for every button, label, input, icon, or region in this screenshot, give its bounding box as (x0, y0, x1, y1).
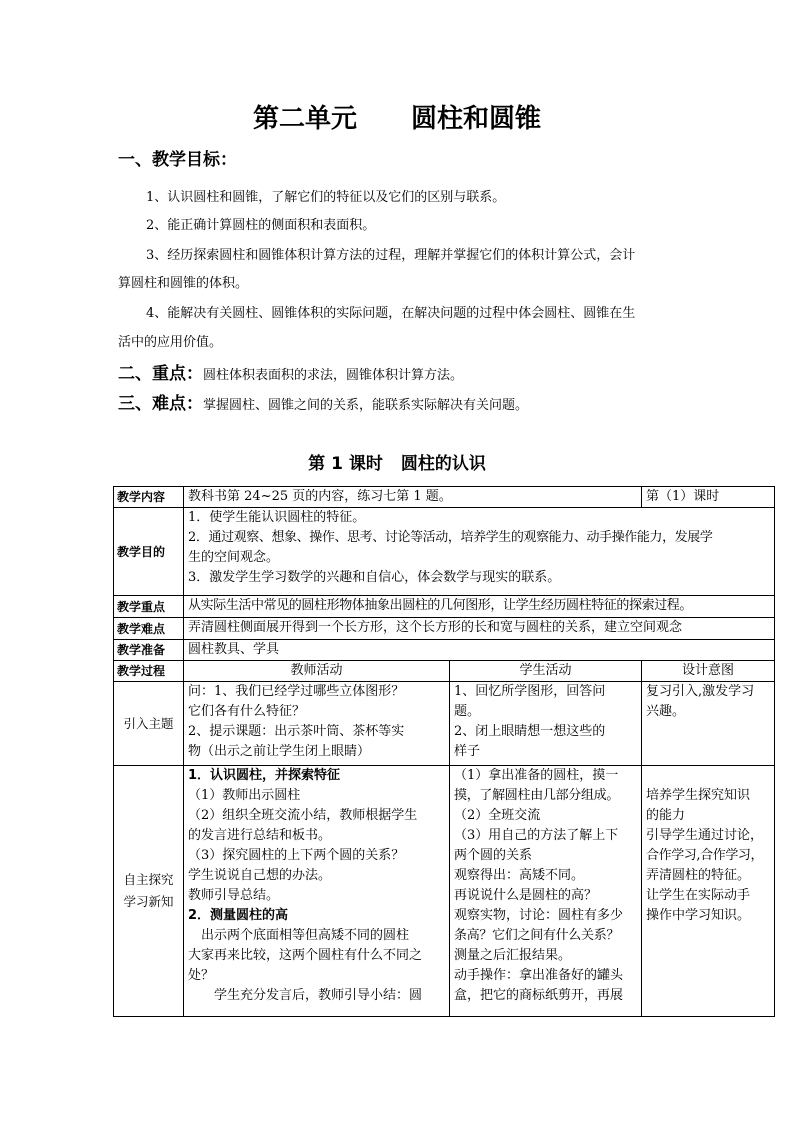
teacher-line: 2、提示课题：出示茶叶筒、茶杯等实 (188, 724, 405, 739)
lesson-plan-table (113, 486, 775, 1017)
student-line: 两个圆的关系 (454, 848, 533, 863)
process-header-row (114, 661, 775, 682)
goal-line: 3．激发学生学习数学的兴趣和自信心，体会数学与现实的联系。 (188, 570, 561, 585)
student-line: （1）拿出准备的圆柱，摸一 (454, 768, 619, 783)
student-line: 1、回忆所学图形，回答问 (454, 684, 606, 699)
diff-label: 教学难点 (114, 618, 184, 640)
prep-label: 教学准备 (114, 640, 184, 661)
content-text: 教科书第 24~25 页的内容，练习七第 1 题。 (184, 487, 642, 508)
goal-line: 1．使学生能认识圆柱的特征。 (188, 510, 366, 525)
teacher-line: 学生说说自己想的办法。 (188, 868, 332, 883)
explore-row (114, 766, 775, 1017)
intro-row (114, 682, 775, 766)
student-line: 测量之后汇报结果。 (454, 948, 572, 963)
teacher-line: （3）探究圆柱的上下两个圆的关系？ (188, 848, 405, 863)
intro-design (642, 682, 775, 766)
key-point (118, 362, 463, 388)
student-line: （2）全班交流 (454, 808, 541, 823)
lesson-title-part2: 圆柱的认识 (400, 454, 486, 474)
goal-cell (184, 508, 775, 596)
student-line: （3）用自己的方法了解上下 (454, 828, 619, 843)
teacher-line: 学生充分发言后，教师引导小结：圆 (188, 988, 423, 1003)
explore-label-line1: 自主探究 (123, 872, 174, 887)
unit-title (0, 100, 794, 138)
objectives-heading: 一、教学目标： (118, 150, 237, 170)
teacher-line: 2．测量圆柱的高 (188, 908, 289, 923)
teacher-line: 1．认识圆柱，并探索特征 (188, 768, 341, 783)
objective-3-cont: 算圆柱和圆锥的体积。 (118, 276, 249, 291)
teacher-line: 问：1、我们已经学过哪些立体图形？ (188, 684, 405, 699)
col-design: 设计意图 (642, 661, 775, 682)
design-line: 让学生在实际动手 (646, 888, 751, 903)
intro-student (450, 682, 642, 766)
teacher-line: 教师引导总结。 (188, 888, 280, 903)
prep-text: 圆柱教具、学具 (184, 640, 775, 661)
period-text: 第（1）课时 (642, 487, 775, 508)
teacher-line: 大家再来比较，这两个圆柱有什么不同之 (188, 948, 423, 963)
prep-row (114, 640, 775, 661)
teacher-line: 的发言进行总结和板书。 (188, 828, 332, 843)
student-line: 观察得出：高矮不同。 (454, 868, 585, 883)
goal-label: 教学目的 (114, 508, 184, 596)
diff-row (114, 618, 775, 640)
key-text: 从实际生活中常见的圆柱形物体抽象出圆柱的几何图形，让学生经历圆柱特征的探索过程。 (184, 596, 775, 618)
teacher-line: 出示两个底面相等但高矮不同的圆柱 (188, 928, 410, 943)
goal-line: 生的空间观念。 (188, 550, 280, 565)
unit-title-part1: 第二单元 (252, 104, 357, 134)
key-row (114, 596, 775, 618)
key-label: 教学重点 (114, 596, 184, 618)
design-line: 的能力 (646, 808, 686, 823)
objective-4-cont: 活中的应用价值。 (118, 335, 223, 350)
key-point-text: 圆柱体积表面积的求法，圆锥体积计算方法。 (203, 368, 464, 383)
goal-row (114, 508, 775, 596)
design-line: 培养学生探究知识 (646, 788, 751, 803)
intro-teacher (184, 682, 450, 766)
design-line: 弄清圆柱的特征。 (646, 868, 751, 883)
student-line: 动手操作：拿出准备好的罐头 (454, 968, 624, 983)
student-line: 再说说什么是圆柱的高？ (454, 888, 598, 903)
intro-label: 引入主题 (114, 682, 184, 766)
explore-label (114, 766, 184, 1017)
design-line: 兴趣。 (646, 704, 686, 719)
explore-student (450, 766, 642, 1017)
explore-label-line2: 学习新知 (123, 894, 174, 909)
col-teacher: 教师活动 (184, 661, 450, 682)
lesson-title-part1: 第 1 课时 (308, 454, 383, 474)
explore-teacher (184, 766, 450, 1017)
design-line: 复习引入,激发学习 (646, 684, 755, 699)
student-line: 2、闭上眼睛想一想这些的 (454, 724, 606, 739)
difficulty-heading: 三、难点： (118, 394, 203, 414)
objective-2: 2、能正确计算圆柱的侧面积和表面积。 (146, 218, 376, 233)
teacher-line: （1）教师出示圆柱 (188, 788, 301, 803)
design-line (646, 766, 770, 786)
content-label: 教学内容 (114, 487, 184, 508)
design-line: 合作学习,合作学习， (646, 848, 764, 863)
goal-line: 2．通过观察、想象、操作、思考、讨论等活动，培养学生的观察能力、动手操作能力，发展学 (188, 530, 713, 545)
teacher-line: 物（出示之前让学生闭上眼睛） (188, 744, 371, 759)
teacher-line: （2）组织全班交流小结，教师根据学生 (188, 808, 418, 823)
objective-3: 3、经历探索圆柱和圆锥体积计算方法的过程，理解并掌握它们的体积计算公式，会计 (146, 248, 636, 263)
diff-text: 弄清圆柱侧面展开得到一个长方形，这个长方形的长和宽与圆柱的关系，建立空间观念 (184, 618, 775, 640)
student-line: 样子 (454, 744, 481, 759)
key-point-heading: 二、重点： (118, 364, 203, 384)
teacher-line: 处？ (188, 968, 215, 983)
difficulty-text: 掌握圆柱、圆锥之间的关系，能联系实际解决有关问题。 (203, 398, 529, 413)
objective-4: 4、能解决有关圆柱、圆锥体积的实际问题，在解决问题的过程中体会圆柱、圆锥在生 (146, 306, 636, 321)
student-line: 摸，了解圆柱由几部分组成。 (454, 788, 620, 803)
col-student: 学生活动 (450, 661, 642, 682)
objective-1: 1、认识圆柱和圆锥，了解它们的特征以及它们的区别与联系。 (146, 190, 506, 205)
student-line: 盒，把它的商标纸剪开，再展 (454, 988, 624, 1003)
student-line: 条高？它们之间有什么关系？ (454, 928, 620, 943)
design-line: 操作中学习知识。 (646, 908, 751, 923)
explore-design (642, 766, 775, 1017)
teacher-line: 它们各有什么特征？ (188, 704, 306, 719)
design-line: 引导学生通过讨论， (646, 828, 764, 843)
student-line: 观察实物，讨论：圆柱有多少 (454, 908, 624, 923)
student-line: 题。 (454, 704, 481, 719)
difficulty (118, 392, 528, 418)
lesson-title (0, 452, 794, 476)
process-label: 教学过程 (114, 661, 184, 682)
content-row (114, 487, 775, 508)
unit-title-part2: 圆柱和圆锥 (411, 104, 542, 134)
